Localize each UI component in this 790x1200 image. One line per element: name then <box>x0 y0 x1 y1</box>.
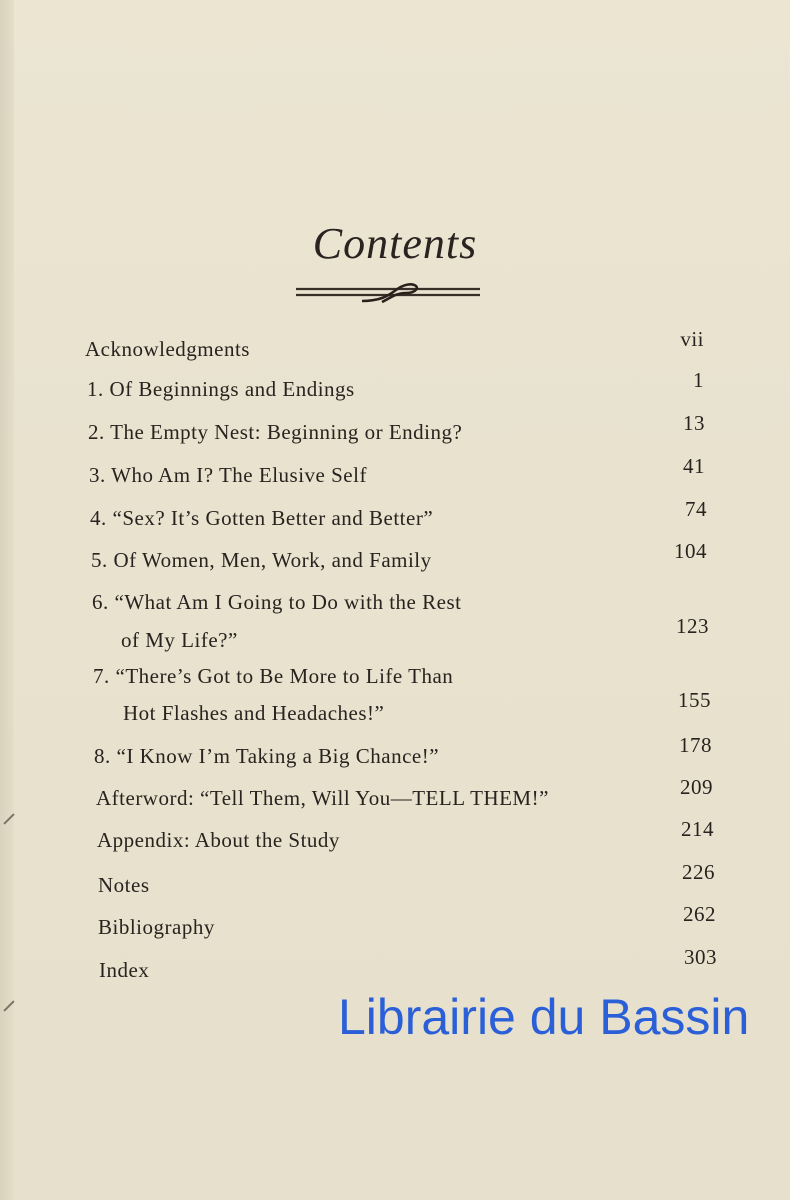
toc-entry-bibliography[interactable]: Bibliography <box>98 915 215 939</box>
toc-page-number: 178 <box>679 733 712 757</box>
toc-entry-acknowledgments[interactable]: Acknowledgments <box>85 337 250 361</box>
toc-entry-chapter-7-continued[interactable]: Hot Flashes and Headaches!” <box>123 701 385 725</box>
toc-entry-afterword[interactable]: Afterword: “Tell Them, Will You—TELL THEM!” <box>96 786 549 810</box>
toc-page-number: 303 <box>684 945 717 969</box>
toc-page-number: 209 <box>680 775 713 799</box>
page-title: Contents <box>312 219 478 268</box>
facing-page-edge <box>0 0 14 1200</box>
toc-entry-chapter-6-continued[interactable]: of My Life?” <box>121 628 238 652</box>
toc-page-number: 13 <box>683 411 705 435</box>
toc-page-number: 155 <box>678 688 711 712</box>
toc-page-number: 214 <box>681 817 714 841</box>
toc-page-number: 262 <box>683 902 716 926</box>
toc-page-number: 41 <box>683 454 705 478</box>
toc-entry-chapter-7[interactable]: 7. “There’s Got to Be More to Life Than <box>93 664 454 688</box>
toc-entry-chapter-2[interactable]: 2. The Empty Nest: Beginning or Ending? <box>88 420 463 444</box>
toc-entry-index[interactable]: Index <box>99 958 150 982</box>
toc-entry-chapter-3[interactable]: 3. Who Am I? The Elusive Self <box>89 463 367 487</box>
toc-entry-chapter-8[interactable]: 8. “I Know I’m Taking a Big Chance!” <box>94 744 440 768</box>
toc-page-number: 104 <box>674 539 707 563</box>
toc-entry-notes[interactable]: Notes <box>98 873 150 897</box>
toc-entry-chapter-6[interactable]: 6. “What Am I Going to Do with the Rest <box>92 590 462 614</box>
toc-entry-appendix[interactable]: Appendix: About the Study <box>97 828 340 852</box>
toc-entry-chapter-1[interactable]: 1. Of Beginnings and Endings <box>87 377 355 401</box>
toc-entry-chapter-4[interactable]: 4. “Sex? It’s Gotten Better and Better” <box>90 506 434 530</box>
toc-page-number: 123 <box>676 614 709 638</box>
toc-page-number: 226 <box>682 860 715 884</box>
flourish-ornament-icon <box>292 280 484 306</box>
watermark-text: Librairie du Bassin <box>338 989 750 1045</box>
toc-page-number: 74 <box>685 497 707 521</box>
toc-page-number: vii <box>680 327 704 351</box>
toc-page-number: 1 <box>693 368 704 392</box>
toc-entry-chapter-5[interactable]: 5. Of Women, Men, Work, and Family <box>91 548 432 572</box>
